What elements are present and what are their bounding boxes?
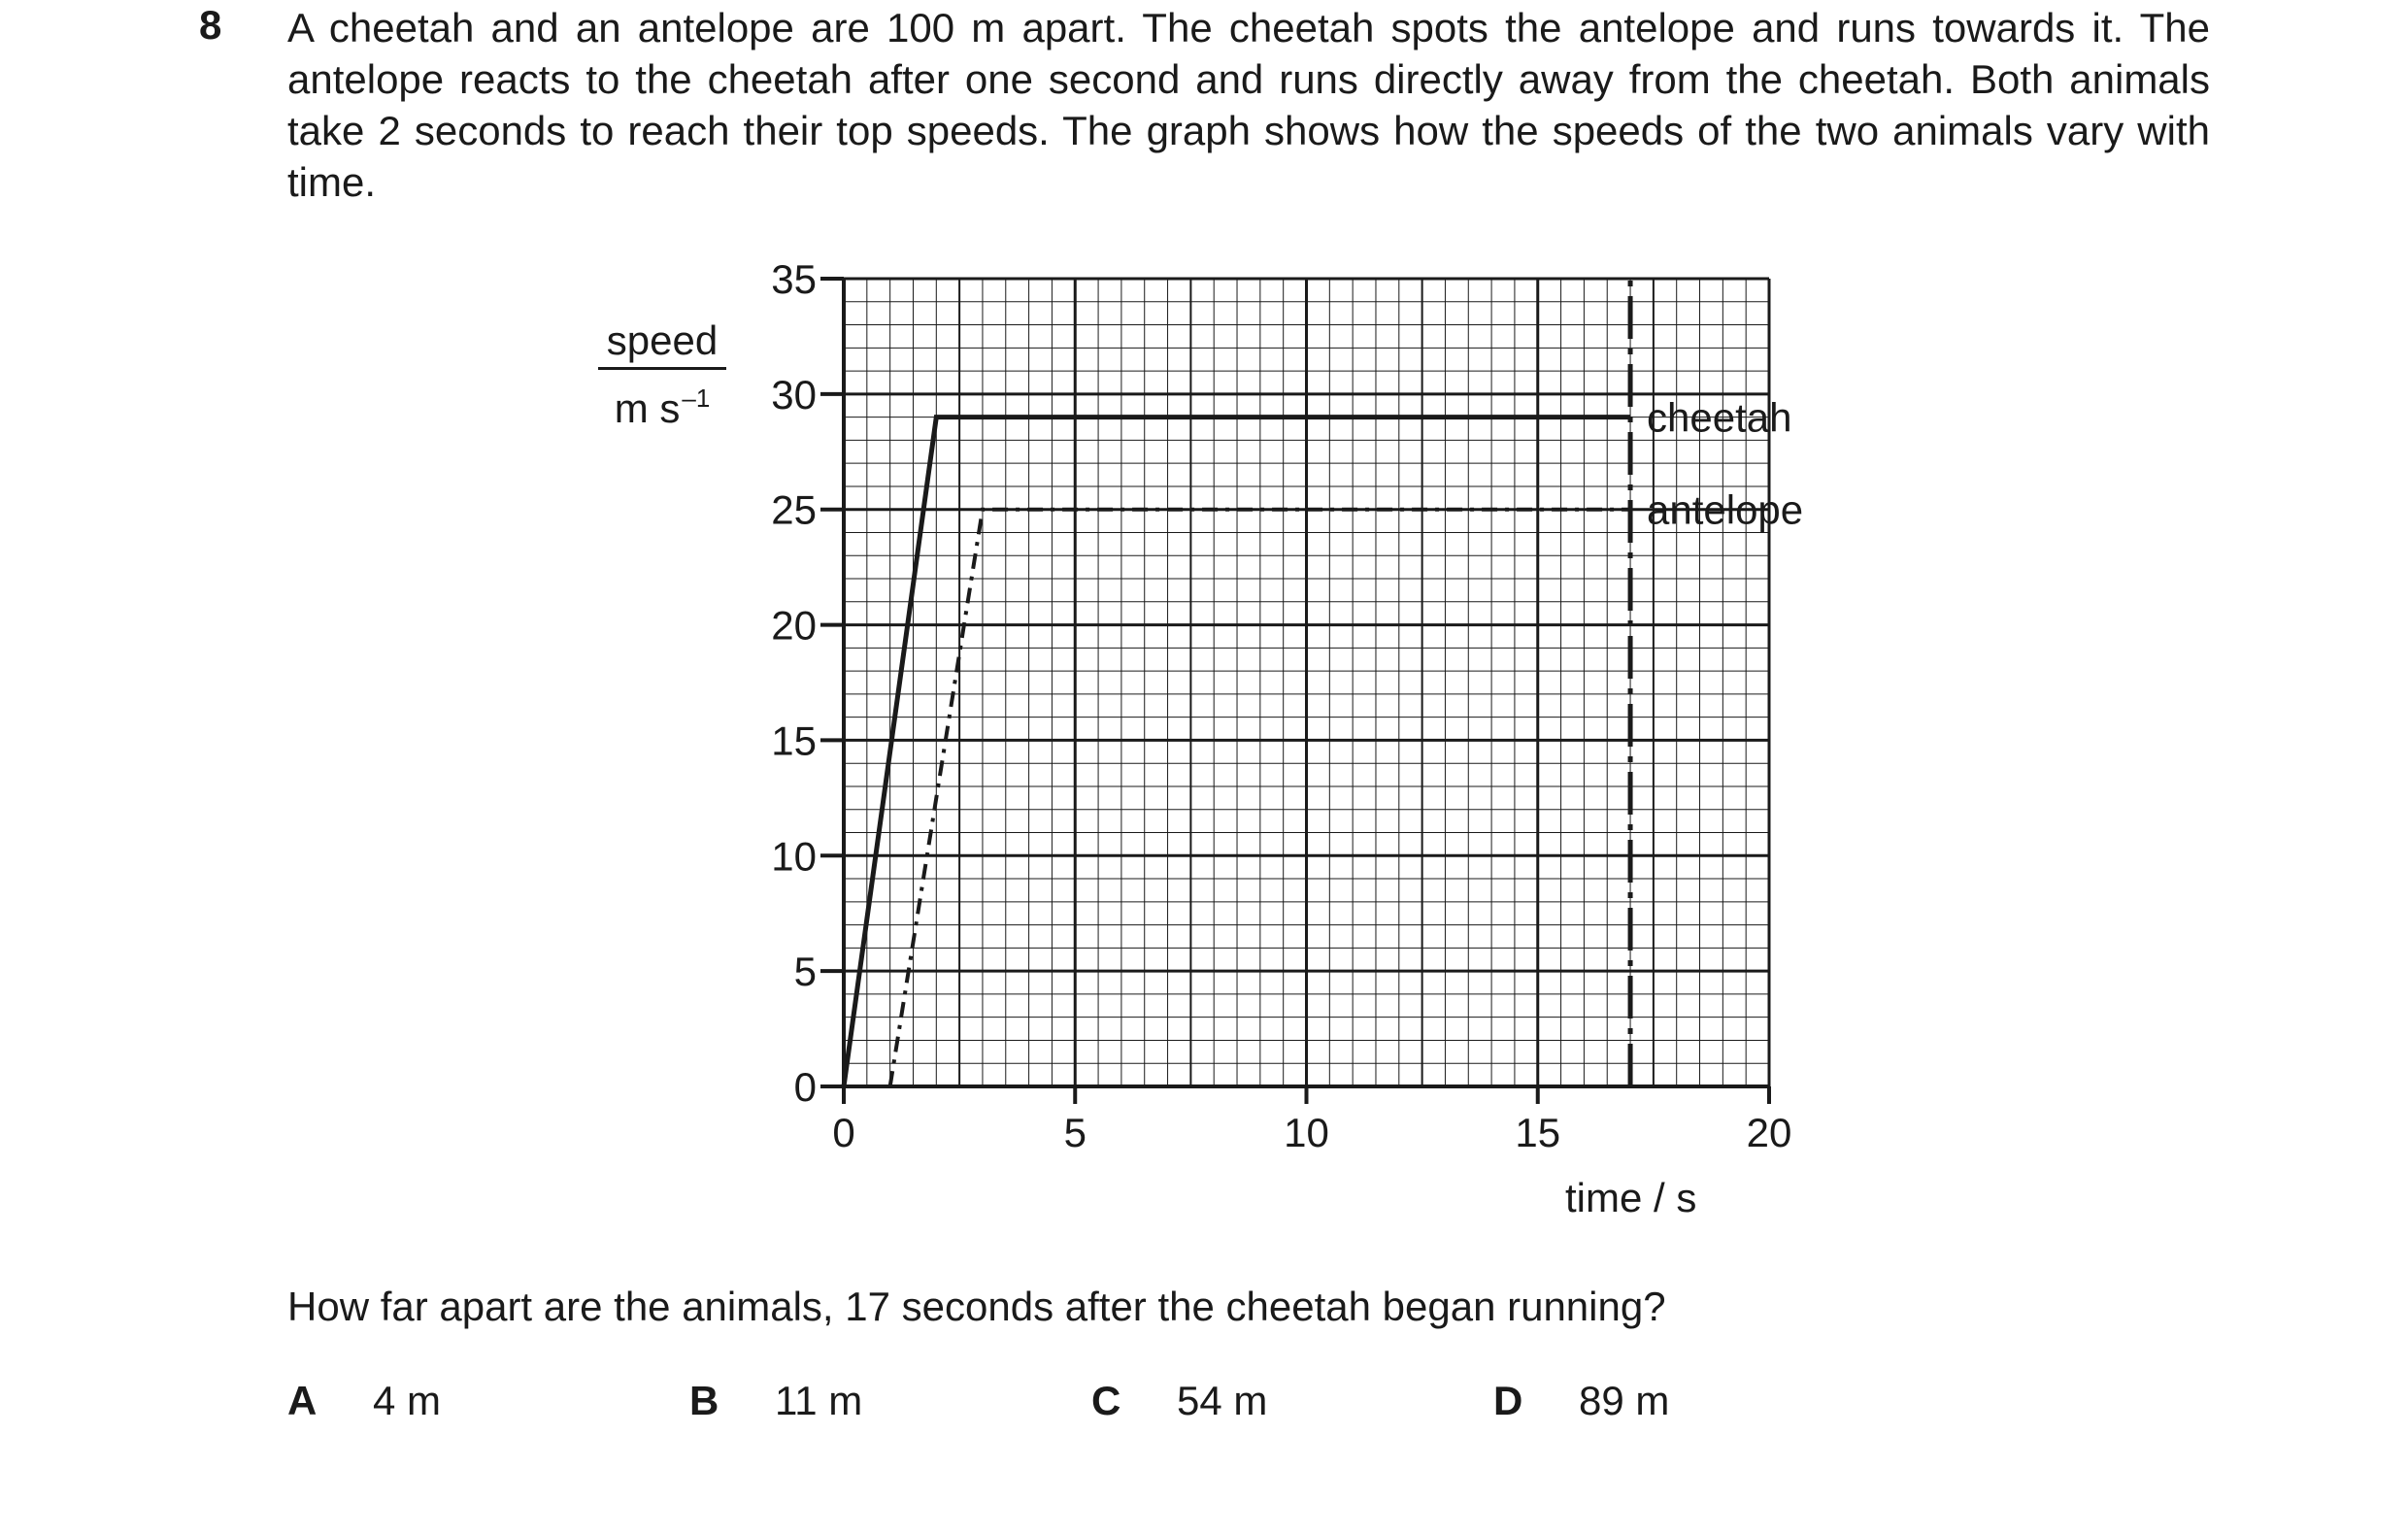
y-axis-quantity: speed [606, 317, 719, 363]
y-tick-label: 0 [793, 1064, 817, 1110]
option-letter: A [287, 1378, 318, 1423]
x-tick-label: 20 [1746, 1110, 1792, 1155]
option-text: 89 m [1579, 1378, 1670, 1423]
option-d[interactable] [1493, 1378, 1669, 1424]
option-text: 54 m [1177, 1378, 1268, 1423]
option-letter: C [1091, 1378, 1121, 1423]
x-axis-label: time / s [1565, 1175, 1697, 1220]
x-tick-label: 5 [1063, 1110, 1087, 1155]
antelope-label: antelope [1647, 486, 1804, 533]
y-axis-unit-base: m s [614, 385, 681, 431]
option-text: 11 m [775, 1378, 863, 1423]
y-tick-label: 10 [771, 833, 817, 880]
option-b[interactable] [689, 1378, 862, 1424]
option-c[interactable] [1091, 1378, 1267, 1424]
option-letter: D [1493, 1378, 1523, 1423]
y-tick-label: 35 [771, 256, 817, 302]
option-a[interactable] [287, 1378, 441, 1424]
y-axis-unit-exponent: –1 [682, 384, 711, 413]
y-tick-label: 5 [793, 949, 817, 995]
axis-ticks [820, 279, 1769, 1104]
x-tick-label: 15 [1515, 1110, 1561, 1155]
option-letter: B [689, 1378, 719, 1423]
tick-labels [771, 256, 1803, 1155]
y-tick-label: 30 [771, 371, 817, 417]
option-text: 4 m [373, 1378, 442, 1423]
y-tick-label: 15 [771, 717, 817, 764]
y-tick-label: 25 [771, 486, 817, 533]
x-tick-label: 10 [1284, 1110, 1329, 1155]
question-prompt: How far apart are the animals, 17 seconds after the cheetah began running? [287, 1284, 1666, 1329]
x-tick-label: 0 [832, 1110, 855, 1155]
question-number: 8 [199, 2, 222, 48]
cheetah-label: cheetah [1647, 394, 1792, 441]
question-stem: A cheetah and an antelope are 100 m apart. The cheetah spots the antelope and runs towards it. The antelope reacts to the cheetah after one second and runs directly away from the cheetah. Both animals take 2 seconds to reach their top speeds. The graph shows how the speeds of the two animals vary with time. [287, 5, 2210, 205]
y-tick-label: 20 [771, 602, 817, 649]
